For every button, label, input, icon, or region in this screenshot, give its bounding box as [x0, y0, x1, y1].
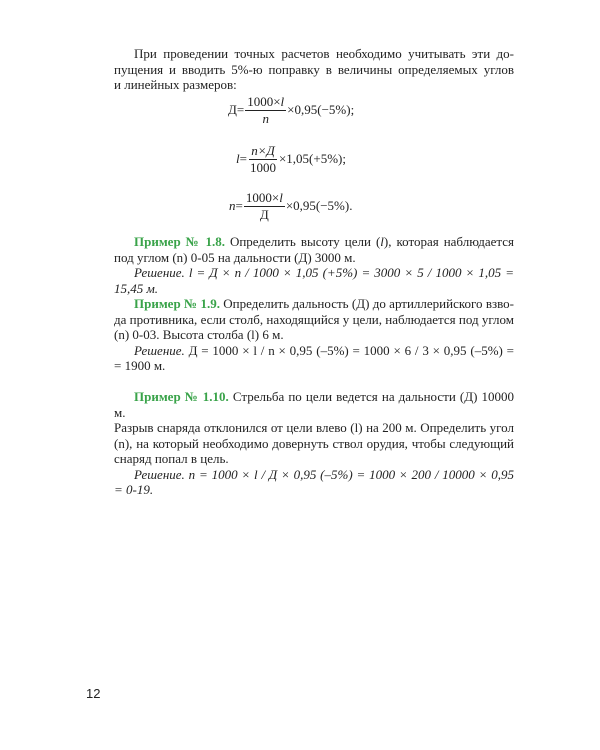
formula-angle [229, 190, 352, 222]
formula-eq: = [239, 151, 247, 166]
page-number: 12 [86, 686, 101, 701]
formula-eq: = [235, 198, 243, 213]
intro-line: пущения и вводить 5%-ю поправку в величины определяемых углов [114, 61, 514, 77]
fraction-numerator: 1000× [245, 189, 280, 205]
formula-lhs: l [236, 151, 240, 166]
fraction-numerator: 1000× [247, 93, 281, 109]
solution-label: Решение. [134, 342, 185, 358]
intro-line: и линейных размеров: [114, 77, 237, 92]
fraction-denominator: 1000 [249, 159, 276, 175]
example-1-9 [114, 296, 514, 374]
formula-lhs: Д= [228, 102, 245, 117]
example-1-8 [114, 234, 514, 296]
intro-line: При проведении точных расчетов необходимо учитывать эти до- [134, 46, 514, 61]
formula-distance [228, 94, 354, 126]
solution-label: Решение. [134, 466, 185, 482]
solution-line: Решение. n = 1000 × l / Д × 0,95 (–5%) = 1000 × 200 / 10000 × 0,95 = 0-19. [114, 466, 514, 497]
example-label: Пример № 1.9. [134, 296, 220, 311]
example-line: Пример № 1.9. Определить дальность (Д) до артиллерийского взво- [134, 296, 514, 311]
formula-size [236, 143, 346, 175]
fraction-numerator-var: l [280, 93, 285, 109]
solution-line: Решение. Д = 1000 × l / n × 0,95 (–5%) = 1000 × 6 / 3 × 0,95 (–5%) = [134, 342, 514, 358]
example-line: Пример № 1.10. Стрельба по цели ведется на дальности (Д) 10000 м. [114, 389, 514, 420]
example-label: Пример № 1.8. [134, 234, 225, 249]
example-label: Пример № 1.10. [134, 389, 229, 404]
solution-label: Решение. [134, 265, 185, 280]
example-line: под углом (n) 0-05 на дальности (Д) 3000 м. [114, 249, 356, 265]
fraction-numerator-var: l [279, 189, 283, 205]
solution-line: = 1900 м. [114, 358, 166, 373]
formula-fraction [245, 95, 286, 126]
formula-fraction [248, 144, 278, 175]
fraction-denominator: Д [259, 206, 269, 222]
fraction-numerator: n×Д [251, 142, 275, 158]
solution-line: Решение. l = Д × n / 1000 × 1,05 (+5%) = 3000 × 5 / 1000 × 1,05 = 15,45 м. [114, 265, 514, 296]
example-line: снаряд попал в цель. [114, 451, 229, 466]
fraction-denominator: n [262, 110, 269, 126]
formula-fraction [244, 191, 285, 222]
formula-rhs: ×0,95(−5%); [287, 102, 355, 117]
example-1-10 [114, 389, 514, 498]
intro-paragraph [114, 46, 514, 93]
formula-lhs: n [229, 198, 236, 213]
formula-rhs: ×1,05(+5%); [278, 151, 346, 166]
example-line: (n), на который необходимо довернуть ствол орудия, чтобы следующий [114, 435, 514, 451]
example-line: Разрыв снаряда отклонился от цели влево (l) на 200 м. Определить угол [114, 420, 514, 435]
example-line: да противника, если столб, находящийся у цели, наблюдается под углом [114, 311, 514, 327]
formula-rhs: ×0,95(−5%). [285, 198, 353, 213]
example-line: Пример № 1.8. Определить высоту цели (l), которая наблюдается [134, 234, 514, 249]
example-line: (n) 0-03. Высота столба (l) 6 м. [114, 327, 284, 342]
